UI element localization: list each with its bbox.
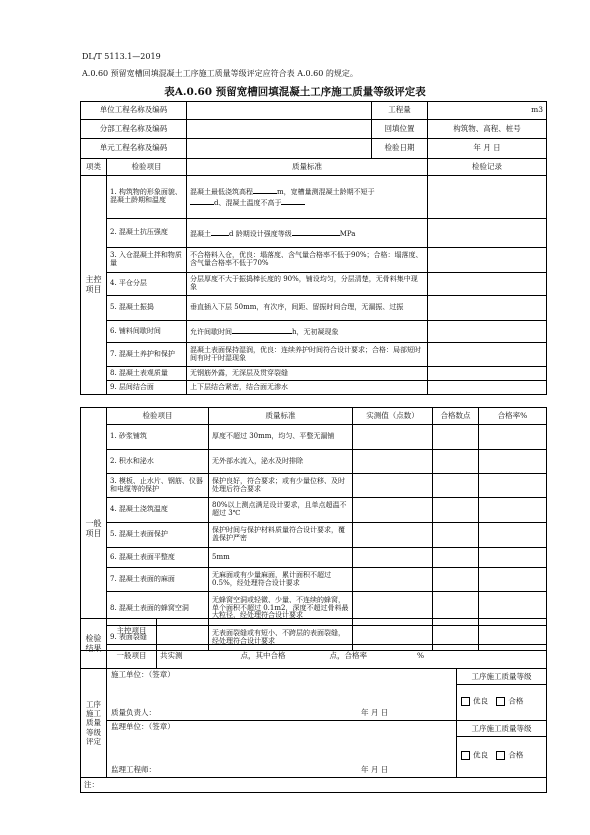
general-rate-1[interactable]: [479, 425, 547, 450]
supervision-grade-title: 工序施工质量等级: [457, 721, 546, 737]
main-row-3: [81, 248, 547, 273]
general-rate-2[interactable]: [479, 450, 547, 474]
general-header-row: [81, 408, 547, 425]
item-type-header: 项类: [81, 159, 107, 176]
construction-person-label: 质量负责人：: [111, 708, 156, 718]
general-pass-3[interactable]: [433, 474, 479, 498]
construction-grade-title: 工序施工质量等级: [457, 669, 546, 685]
general-table: [80, 407, 547, 651]
element-project-label: 单元工程名称及编码: [81, 139, 187, 159]
general-std-9: 无表面裂缝或有短小、不跨层的表面裂缝，经处理符合设计要求: [209, 626, 353, 651]
main-row-2: [81, 219, 547, 248]
location-label: 回填位置: [372, 120, 428, 139]
result-label: 检验 结果: [81, 619, 107, 669]
main-item-2: 2. 混凝土抗压强度: [107, 219, 187, 248]
main-std-4: 分层厚度不大于振捣棒长度的 90%，铺设均匀，分层清楚，无骨料集中现象: [187, 273, 428, 296]
main-record-3[interactable]: [428, 248, 547, 273]
main-record-1[interactable]: [428, 176, 547, 219]
result-general-label: 一般项目: [107, 645, 157, 669]
main-item-9: 9. 层间结合面: [107, 381, 187, 395]
construction-excellent-label: 优良: [473, 696, 488, 706]
general-item-4: 4. 混凝土浇筑温度: [107, 498, 209, 523]
note-row: [81, 778, 547, 793]
main-control-label: 主控 项目: [81, 176, 107, 395]
main-record-5[interactable]: [428, 296, 547, 321]
general-std-5: 保护时间与保护材料质量符合设计要求，覆盖保护严密: [209, 523, 353, 548]
part-project-label: 分部工程名称及编码: [81, 120, 187, 139]
general-std-4: 80%以上测点满足设计要求，且单点超温不超过 3℃: [209, 498, 353, 523]
main-record-2[interactable]: [428, 219, 547, 248]
general-rate-7[interactable]: [479, 568, 547, 592]
general-pass-5[interactable]: [433, 523, 479, 548]
main-item-3: 3. 入仓混凝土拌和物质量: [107, 248, 187, 273]
main-row-5: [81, 296, 547, 321]
main-std-1: 混凝土最低浇筑高程 m，宽槽量测混凝土龄期不短于 d、混凝土温度不高于: [187, 176, 428, 219]
main-item-8: 8. 混凝土表观质量: [107, 367, 187, 381]
general-label: 一般 项目: [81, 408, 107, 651]
general-measured-6[interactable]: [353, 548, 433, 568]
evaluation-label: 工序 施工 质量 等级 评定: [81, 669, 107, 778]
main-record-9[interactable]: [428, 381, 547, 395]
main-std-9: 上下层结合紧密，结合面无渗水: [187, 381, 428, 395]
general-rate-4[interactable]: [479, 498, 547, 523]
general-check-item-header: 检验项目: [107, 408, 209, 425]
main-item-6: 6. 铺料间歇时间: [107, 321, 187, 343]
general-std-7: 无麻面或有少量麻面，累计面积不超过 0.5%，经处理符合设计要求: [209, 568, 353, 592]
main-record-6[interactable]: [428, 321, 547, 343]
general-rate-6[interactable]: [479, 548, 547, 568]
main-item-4: 4. 平仓分层: [107, 273, 187, 296]
main-record-7[interactable]: [428, 343, 547, 367]
general-row-3: [81, 474, 547, 498]
main-item-7: 7. 混凝土养护和保护: [107, 343, 187, 367]
general-item-7: 7. 混凝土表面的麻面: [107, 568, 209, 592]
general-pass-6[interactable]: [433, 548, 479, 568]
unit-project-label: 单位工程名称及编码: [81, 102, 187, 120]
general-item-2: 2. 积水和泌水: [107, 450, 209, 474]
main-header-row: [81, 159, 547, 176]
info-row-unit: [81, 102, 547, 120]
result-general-value: 共实测 点，其中合格 点，合格率 %: [157, 645, 547, 669]
construction-qualified-label: 合格: [508, 696, 524, 706]
supervision-qualified-label: 合格: [508, 750, 524, 760]
table-title: 表A.0.60 预留宽槽回填混凝土工序施工质量等级评定表: [164, 86, 426, 98]
general-item-6: 6. 混凝土表面平整度: [107, 548, 209, 568]
main-row-9: [81, 381, 547, 395]
construction-grade-cell: [457, 669, 547, 721]
general-measured-2[interactable]: [353, 450, 433, 474]
date-value[interactable]: 年 月 日: [428, 139, 547, 159]
general-pass-7[interactable]: [433, 568, 479, 592]
main-row-7: [81, 343, 547, 367]
general-row-7: [81, 568, 547, 592]
main-std-3: 不合格料入仓，优良：塌落度、含气量合格率不低于90%；合格：塌落度、含气量合格率不低于70%: [187, 248, 428, 273]
main-row-4: [81, 273, 547, 296]
supervision-unit-label: 监理单位：（签章）: [111, 722, 175, 731]
construction-unit-label: 施工单位：（签章）: [111, 670, 175, 679]
main-std-7: 混凝土表面保持湿润，优良：连续养护时间符合设计要求；合格：局部短时间有时干时湿现象: [187, 343, 428, 367]
location-value[interactable]: 构筑物、高程、桩号: [428, 120, 547, 139]
main-std-2: 混凝土 d 龄期设计强度等级 MPa: [187, 219, 428, 248]
general-item-3: 3. 模板、止水片、钢筋、仪器和电缆等的保护: [107, 474, 209, 498]
general-pass-1[interactable]: [433, 425, 479, 450]
measured-header: 实测值（点数）: [353, 408, 433, 425]
general-rate-3[interactable]: [479, 474, 547, 498]
supervision-qualified-checkbox[interactable]: [496, 751, 505, 760]
general-rate-5[interactable]: [479, 523, 547, 548]
quantity-unit[interactable]: m3: [428, 102, 547, 120]
supervision-grade-cell: [457, 721, 547, 778]
quantity-label: 工程量: [372, 102, 428, 120]
result-main-label: 主控项目: [107, 619, 157, 645]
construction-sign-area[interactable]: [107, 669, 457, 721]
main-std-6: 允许间歇时间 h，无初凝现象: [187, 321, 428, 343]
result-main-value[interactable]: [157, 619, 547, 645]
construction-excellent-checkbox[interactable]: [461, 697, 470, 706]
part-project-value[interactable]: [187, 120, 372, 139]
general-pass-2[interactable]: [433, 450, 479, 474]
main-table: [80, 101, 547, 395]
general-item-5: 5. 混凝土表面保护: [107, 523, 209, 548]
main-row-1: [81, 176, 547, 219]
element-project-value[interactable]: [187, 139, 372, 159]
general-item-9: 9. 表面裂缝: [107, 626, 209, 651]
main-std-5: 垂直插入下层 50mm，有次序，间距、留振时间合理，无漏振、过振: [187, 296, 428, 321]
supervision-excellent-label: 优良: [473, 750, 488, 760]
construction-qualified-checkbox[interactable]: [496, 697, 505, 706]
general-row-6: [81, 548, 547, 568]
main-row-8: [81, 367, 547, 381]
result-main-row: [81, 619, 547, 645]
construction-grade-options: [457, 685, 546, 706]
supervision-date: 年 月 日: [361, 765, 389, 775]
general-item-8: 8. 混凝土表面的蜂窝空洞: [107, 592, 209, 626]
general-row-1: [81, 425, 547, 450]
info-row-element: [81, 139, 547, 159]
main-record-4[interactable]: [428, 273, 547, 296]
unit-project-value[interactable]: [187, 102, 372, 120]
general-std-1: 厚度不超过 30mm，均匀、平整无漏铺: [209, 425, 353, 450]
general-measured-5[interactable]: [353, 523, 433, 548]
supervision-person-label: 监理工程师：: [111, 765, 156, 775]
note-text: 注：: [81, 778, 547, 793]
general-row-4: [81, 498, 547, 523]
date-label: 检验日期: [372, 139, 428, 159]
main-std-8: 无钢筋外露，无深层及贯穿裂缝: [187, 367, 428, 381]
general-measured-4[interactable]: [353, 498, 433, 523]
supervision-sign-area[interactable]: [107, 721, 457, 778]
pass-rate-header: 合格率%: [479, 408, 547, 425]
general-measured-1[interactable]: [353, 425, 433, 450]
check-item-header: 检验项目: [107, 159, 187, 176]
general-std-6: 5mm: [209, 548, 353, 568]
main-item-1: 1. 构筑物的形象面貌、混凝土龄期和温度: [107, 176, 187, 219]
main-row-6: [81, 321, 547, 343]
supervision-excellent-checkbox[interactable]: [461, 751, 470, 760]
general-item-1: 1. 砂浆铺筑: [107, 425, 209, 450]
standard-header: 质量标准: [187, 159, 428, 176]
info-row-part: [81, 120, 547, 139]
evaluation-table: [80, 618, 547, 793]
main-item-5: 5. 混凝土振捣: [107, 296, 187, 321]
general-measured-3[interactable]: [353, 474, 433, 498]
intro-text: A.0.60 预留宽槽回填混凝土工序施工质量等级评定应符合表 A.0.60 的规定。: [82, 69, 358, 78]
result-general-row: [81, 645, 547, 669]
construction-row: [81, 669, 547, 721]
construction-date: 年 月 日: [361, 708, 389, 718]
general-row-2: [81, 450, 547, 474]
general-row-5: [81, 523, 547, 548]
general-std-8: 无蜂窝空洞或轻微、少量、不连续的蜂窝，单个面积不超过 0.1m2，深度不超过骨料最大粒径，经处理符合设计要求: [209, 592, 353, 626]
general-std-2: 无外部水流入，泌水及时排除: [209, 450, 353, 474]
pass-points-header: 合格数点: [433, 408, 479, 425]
main-record-8[interactable]: [428, 367, 547, 381]
general-std-3: 保护良好，符合要求；或有少量位移、及时处理后符合要求: [209, 474, 353, 498]
doc-code: DL/T 5113.1—2019: [82, 52, 161, 61]
supervision-grade-options: [457, 737, 546, 760]
general-measured-7[interactable]: [353, 568, 433, 592]
record-header: 检验记录: [428, 159, 547, 176]
general-standard-header: 质量标准: [209, 408, 353, 425]
general-pass-4[interactable]: [433, 498, 479, 523]
supervision-row: [81, 721, 547, 778]
